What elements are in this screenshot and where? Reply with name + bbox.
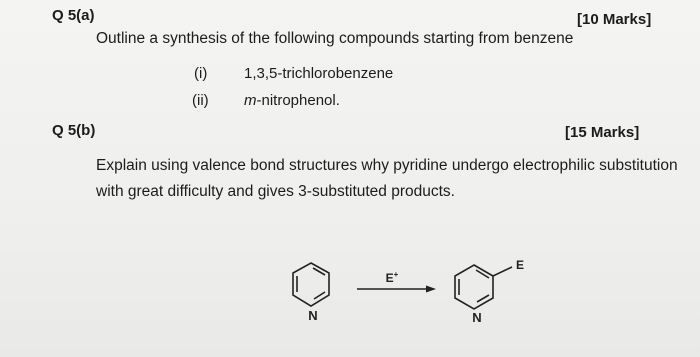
item-2-prefix: m	[244, 92, 257, 109]
substituent-label: E	[515, 258, 525, 272]
question-5b-line-1: Explain using valence bond structures why pyridine undergo electrophilic substitution	[96, 157, 678, 174]
product-nitrogen-label: N	[472, 310, 482, 325]
substituent-bond	[493, 267, 512, 276]
question-5b-line-2: with great difficulty and gives 3-substituted products.	[96, 183, 455, 200]
question-5b-marks: [15 Marks]	[565, 124, 640, 141]
reaction-arrow	[357, 286, 436, 293]
product-ring	[455, 265, 493, 309]
arrow-head	[426, 286, 436, 293]
item-2-number: (ii)	[192, 92, 209, 109]
product-double-bond-1	[476, 270, 489, 278]
question-5b-label: Q 5(b)	[52, 122, 96, 139]
question-5a-marks: [10 Marks]	[577, 11, 652, 28]
item-1-number: (i)	[194, 65, 208, 82]
pyridine-reactant	[293, 263, 329, 306]
pyridine-nitrogen-label: N	[308, 308, 318, 323]
pyridine-ring	[293, 263, 329, 306]
item-2-suffix: -nitrophenol.	[256, 92, 340, 109]
item-1-text: 1,3,5-trichlorobenzene	[244, 65, 394, 82]
product-pyridine	[455, 265, 512, 309]
question-5a-label: Q 5(a)	[52, 7, 95, 24]
reagent-label: E+	[385, 270, 399, 285]
question-5a-prompt: Outline a synthesis of the following compounds starting from benzene	[96, 30, 574, 47]
